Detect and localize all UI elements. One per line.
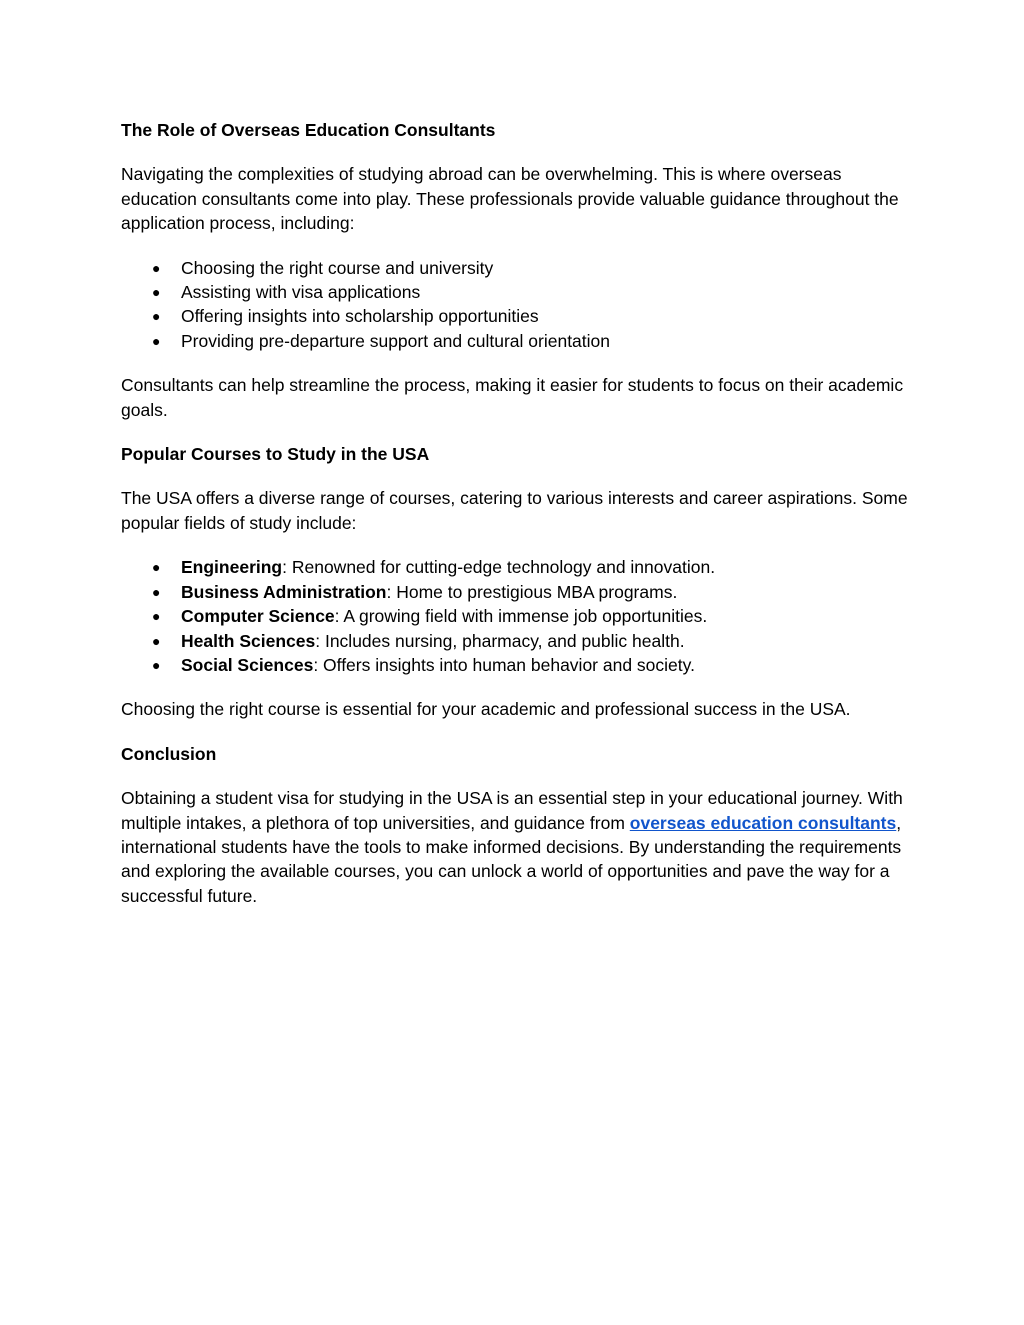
list-item xyxy=(121,280,921,304)
bullet-icon: ● xyxy=(152,656,161,673)
bullet-icon: ● xyxy=(152,332,161,349)
paragraph-courses-intro: The USA offers a diverse range of courses, catering to various interests and career aspirations. Some popular fields of study include: xyxy=(121,488,908,533)
course-description: : Renowned for cutting-edge technology and innovation. xyxy=(282,557,716,578)
consultant-services-list xyxy=(121,256,921,354)
list-item xyxy=(121,304,921,328)
course-term: Engineering xyxy=(181,557,283,578)
paragraph-courses-outro: Choosing the right course is essential for your academic and professional success in the USA. xyxy=(121,699,851,720)
course-term: Health Sciences xyxy=(181,630,316,651)
bullet-icon: ● xyxy=(152,583,161,600)
bullet-icon: ● xyxy=(152,259,161,276)
course-description: : Home to prestigious MBA programs. xyxy=(386,581,678,602)
list-item-text: Offering insights into scholarship opportunities xyxy=(181,306,539,327)
list-item xyxy=(121,580,921,604)
conclusion-text-before-link: Obtaining a student visa for studying in the USA is an essential step in your educational journey. With multiple intakes, a plethora of top universities, and guidance from xyxy=(121,788,903,833)
bullet-icon: ● xyxy=(152,308,161,325)
bullet-icon: ● xyxy=(152,608,161,625)
bullet-icon: ● xyxy=(152,284,161,301)
paragraph-consultants-outro: Consultants can help streamline the process, making it easier for students to focus on their academic goals. xyxy=(121,375,904,420)
bullet-icon: ● xyxy=(152,559,161,576)
document-page xyxy=(121,118,921,928)
list-item xyxy=(121,256,921,280)
list-item xyxy=(121,629,921,653)
paragraph-consultants-intro: Navigating the complexities of studying abroad can be overwhelming. This is where overseas education consultants come into play. These professionals provide valuable guidance throughout the application process, including: xyxy=(121,164,899,234)
course-description: : Includes nursing, pharmacy, and public health. xyxy=(315,630,685,651)
course-description: : A growing field with immense job opportunities. xyxy=(334,606,708,627)
conclusion-text-after-link: , international students have the tools to make informed decisions. By understanding the requirements and exploring the available courses, you can unlock a world of opportunities and pave the way for a successful future. xyxy=(121,812,902,906)
list-item-text: Providing pre-departure support and cultural orientation xyxy=(181,330,611,351)
list-item-text: Choosing the right course and university xyxy=(181,257,494,278)
list-item xyxy=(121,653,921,677)
overseas-education-consultants-link[interactable]: overseas education consultants xyxy=(629,812,897,833)
paragraph-conclusion xyxy=(121,786,921,908)
course-term: Business Administration xyxy=(181,581,387,602)
section-heading-conclusion: Conclusion xyxy=(121,743,217,764)
popular-courses-list xyxy=(121,555,921,677)
section-heading-courses: Popular Courses to Study in the USA xyxy=(121,444,430,465)
course-term: Social Sciences xyxy=(181,654,314,675)
list-item xyxy=(121,329,921,353)
list-item-text: Assisting with visa applications xyxy=(181,282,421,303)
course-description: : Offers insights into human behavior and society. xyxy=(313,654,695,675)
list-item xyxy=(121,555,921,579)
list-item xyxy=(121,604,921,628)
bullet-icon: ● xyxy=(152,632,161,649)
section-heading-consultants: The Role of Overseas Education Consultants xyxy=(121,120,496,140)
course-term: Computer Science xyxy=(181,606,335,627)
